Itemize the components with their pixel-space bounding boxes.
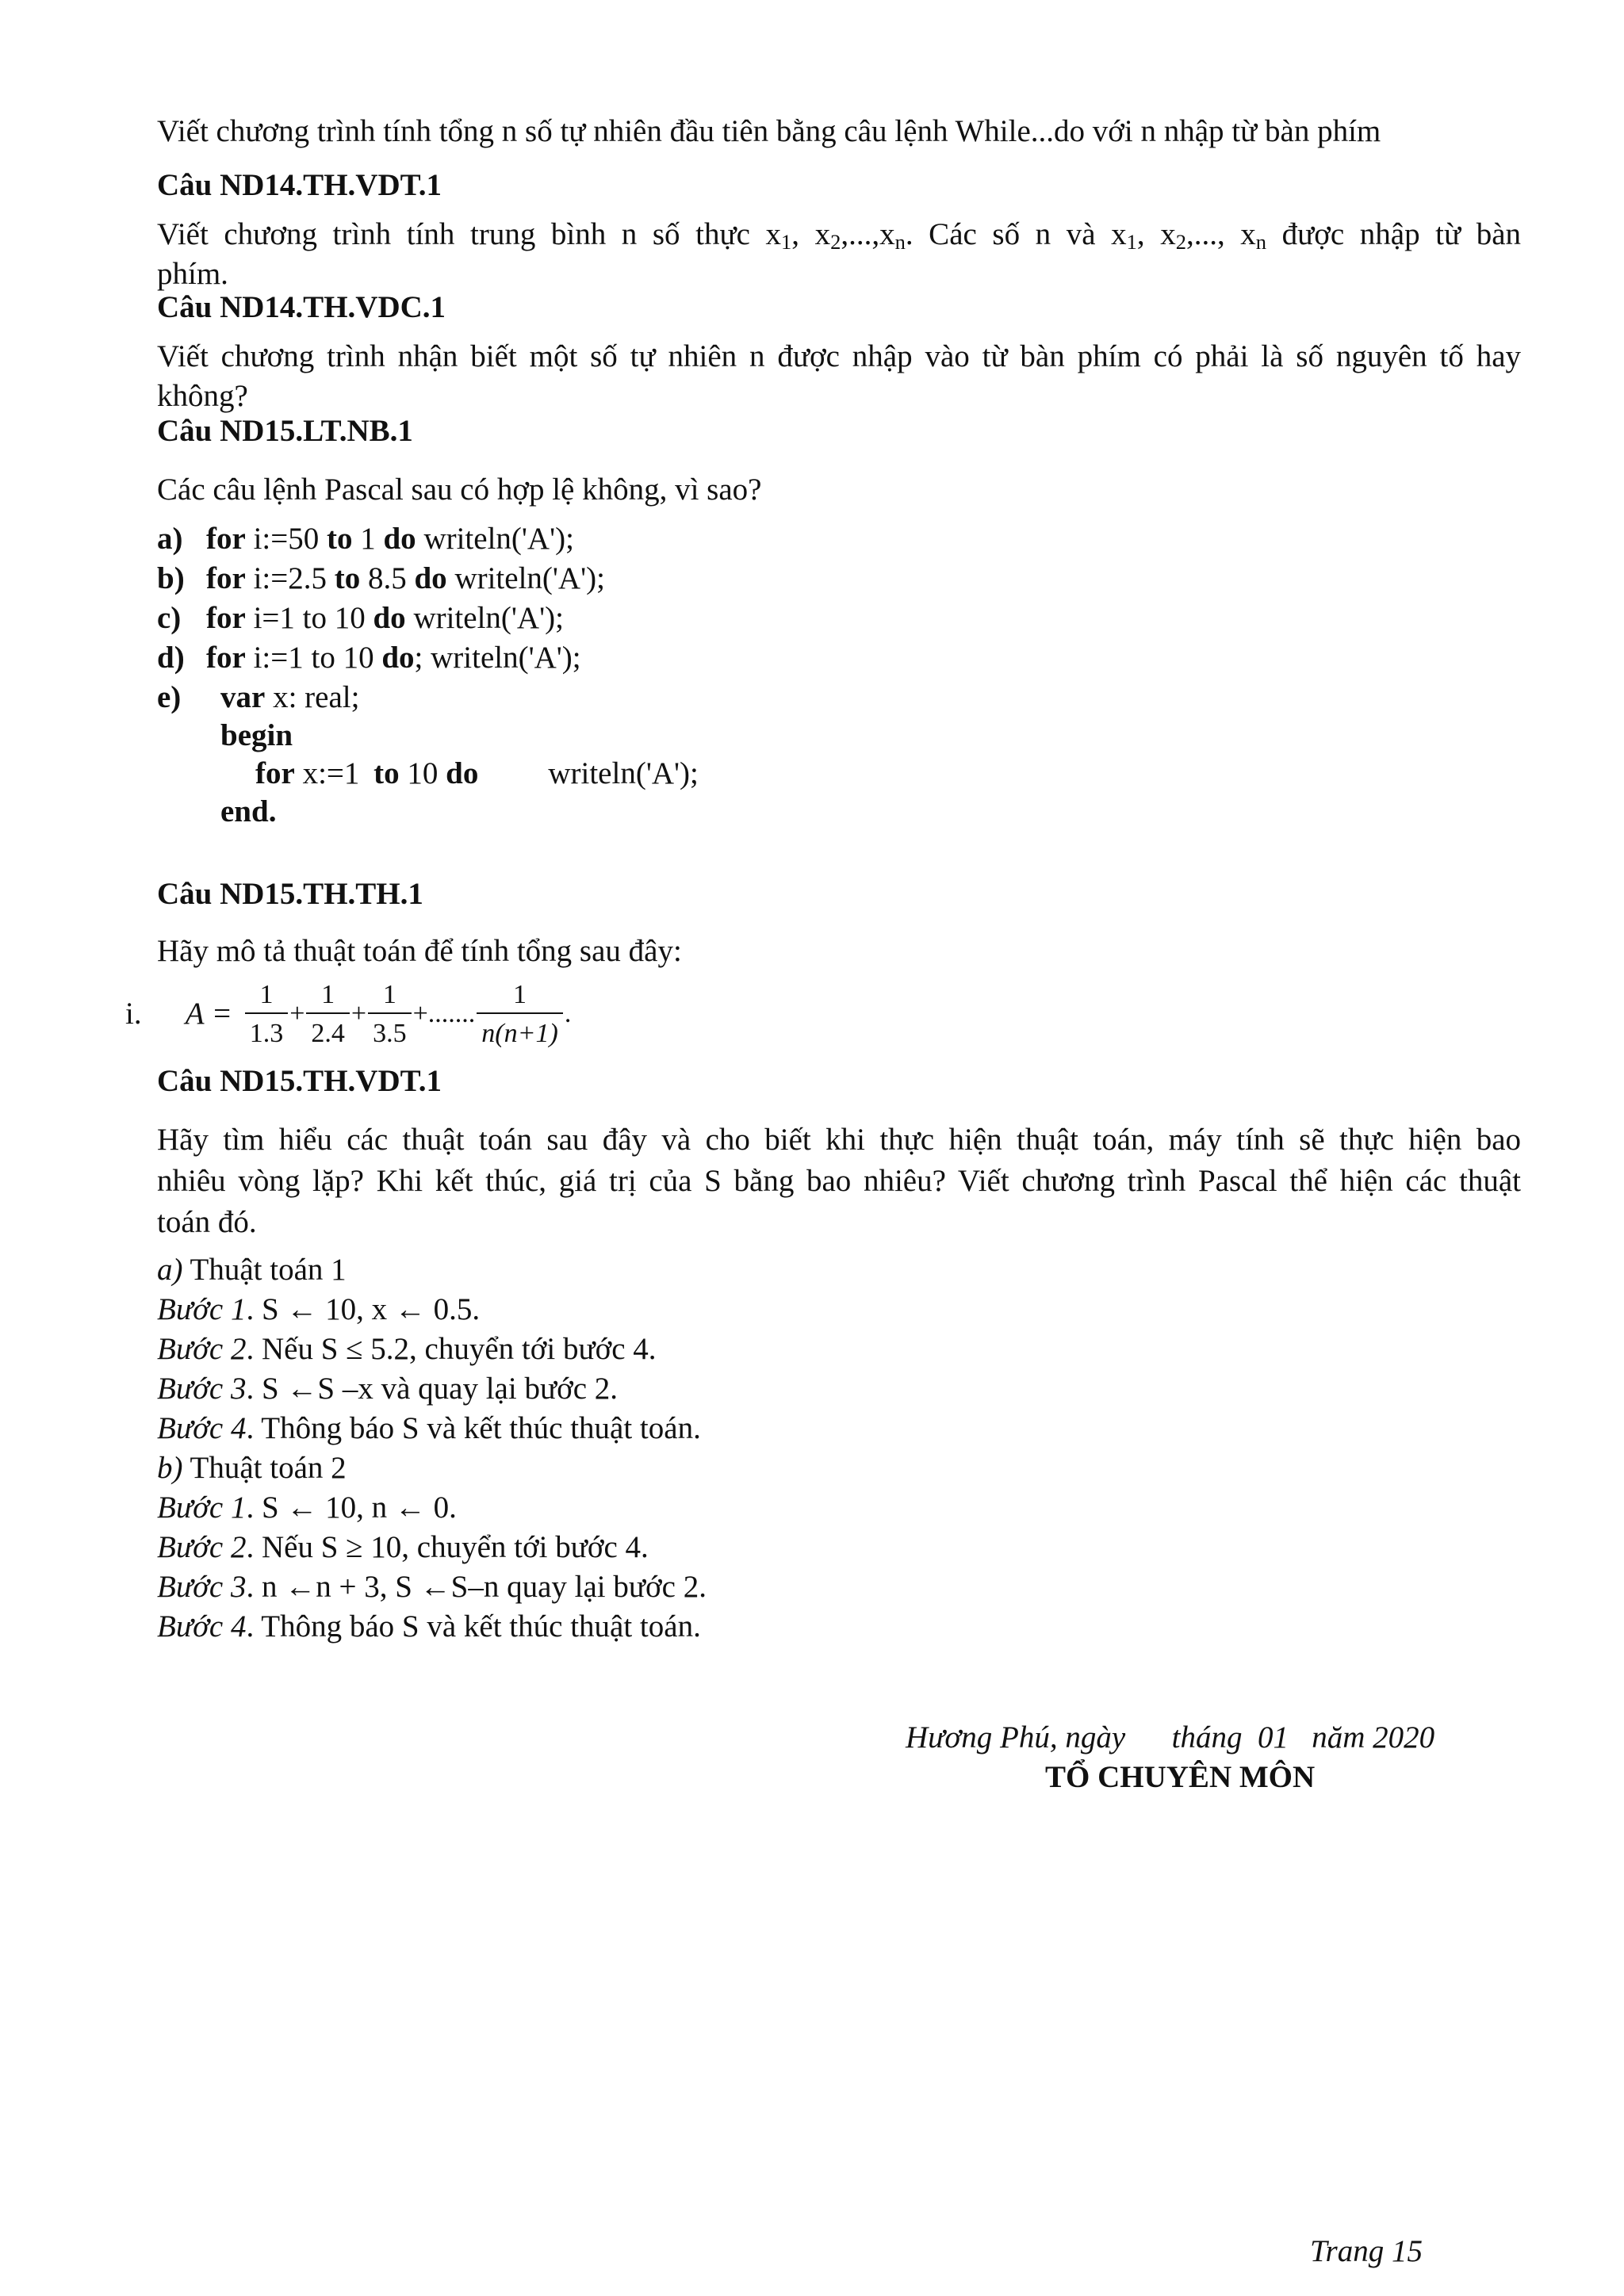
algorithm-step: Bước 2. Nếu S ≤ 5.2, chuyển tới bước 4. bbox=[157, 1332, 657, 1366]
formula: i. A = $\frac{1}{1.3}$ + $\frac{1}{2.4}$ + $\frac{1}{3.5}$ +....... $\frac{1}{n(n+1)}$ . bbox=[125, 980, 572, 1049]
algorithm-step: Bước 4. Thông báo S và kết thúc thuật toán. bbox=[157, 1609, 701, 1644]
algorithm-step: Bước 3. n ←n + 3, S ←S–n quay lại bước 2. bbox=[157, 1570, 707, 1604]
code-begin: begin bbox=[220, 718, 293, 752]
question-heading: Câu ND15.TH.TH.1 bbox=[157, 877, 423, 911]
list-item-e: e) var x: real; bbox=[157, 680, 360, 714]
intro-line: Viết chương trình tính tổng n số tự nhiên đầu tiên bằng câu lệnh While...do với n nhập từ bàn phím bbox=[157, 114, 1381, 148]
list-item-c: c) for i=1 to 10 do writeln('A'); bbox=[157, 601, 564, 635]
question-text: nhiêu vòng lặp? Khi kết thúc, giá trị của S bằng bao nhiêu? Viết chương trình Pascal thể hiện các thuật bbox=[157, 1164, 1521, 1198]
fraction-term: $\frac{1}{2.4}$ bbox=[306, 980, 350, 1049]
list-item-a: a) for i:=50 to 1 do writeln('A'); bbox=[157, 522, 574, 556]
algorithm-step: Bước 3. S ←S –x và quay lại bước 2. bbox=[157, 1372, 619, 1406]
algorithm-title: b) Thuật toán 2 bbox=[157, 1451, 347, 1485]
question-prompt: Hãy mô tả thuật toán để tính tổng sau đây: bbox=[157, 934, 682, 968]
algorithm-step: Bước 1. S ← 10, x ← 0.5. bbox=[157, 1292, 481, 1326]
code-for: for x:=1 to 10 do writeln('A'); bbox=[255, 756, 699, 790]
question-heading: Câu ND14.TH.VDC.1 bbox=[157, 290, 446, 324]
question-text: Viết chương trình nhận biết một số tự nhiên n được nhập vào từ bàn phím có phải là số nguyên tố hay bbox=[157, 339, 1521, 373]
question-heading: Câu ND15.TH.VDT.1 bbox=[157, 1064, 442, 1098]
fraction-term-last: $\frac{1}{n(n+1)}$ bbox=[477, 980, 563, 1049]
algorithm-title: a) Thuật toán 1 bbox=[157, 1253, 347, 1287]
signature-place-date: Hương Phú, ngày tháng 01 năm 2020 bbox=[906, 1720, 1435, 1755]
algorithm-step: Bước 2. Nếu S ≥ 10, chuyển tới bước 4. bbox=[157, 1530, 649, 1564]
question-heading: Câu ND14.TH.VDT.1 bbox=[157, 168, 442, 202]
question-text: Viết chương trình tính trung bình n số thực $x_1$, $x_2,...,x_n$. Các số n và $x_1$, $x_2$,..., $x_n$ được nhập từ bàn bbox=[157, 217, 1522, 254]
question-text: Hãy tìm hiểu các thuật toán sau đây và cho biết khi thực hiện thuật toán, máy tính sẽ thực hiện bao bbox=[157, 1123, 1521, 1157]
question-text-cont: không? bbox=[157, 379, 248, 413]
formula-lhs: A = bbox=[185, 997, 232, 1031]
signature-title: TỔ CHUYÊN MÔN bbox=[1045, 1760, 1316, 1794]
list-item-d: d) for i:=1 to 10 do; writeln('A'); bbox=[157, 641, 581, 675]
question-prompt: Các câu lệnh Pascal sau có hợp lệ không, vì sao? bbox=[157, 473, 762, 507]
question-text-cont: phím. bbox=[157, 257, 228, 291]
question-text: toán đó. bbox=[157, 1205, 257, 1239]
code-end: end. bbox=[220, 794, 277, 828]
formula-index: i. bbox=[125, 997, 142, 1031]
list-item-b: b) for i:=2.5 to 8.5 do writeln('A'); bbox=[157, 561, 605, 595]
fraction-term: $\frac{1}{1.3}$ bbox=[245, 980, 289, 1049]
algorithm-step: Bước 1. S ← 10, n ← 0. bbox=[157, 1490, 457, 1525]
algorithm-step: Bước 4. Thông báo S và kết thúc thuật toán. bbox=[157, 1411, 701, 1445]
fraction-term: $\frac{1}{3.5}$ bbox=[368, 980, 412, 1049]
page-number: Trang 15 bbox=[1310, 2234, 1423, 2268]
question-heading: Câu ND15.LT.NB.1 bbox=[157, 414, 413, 448]
